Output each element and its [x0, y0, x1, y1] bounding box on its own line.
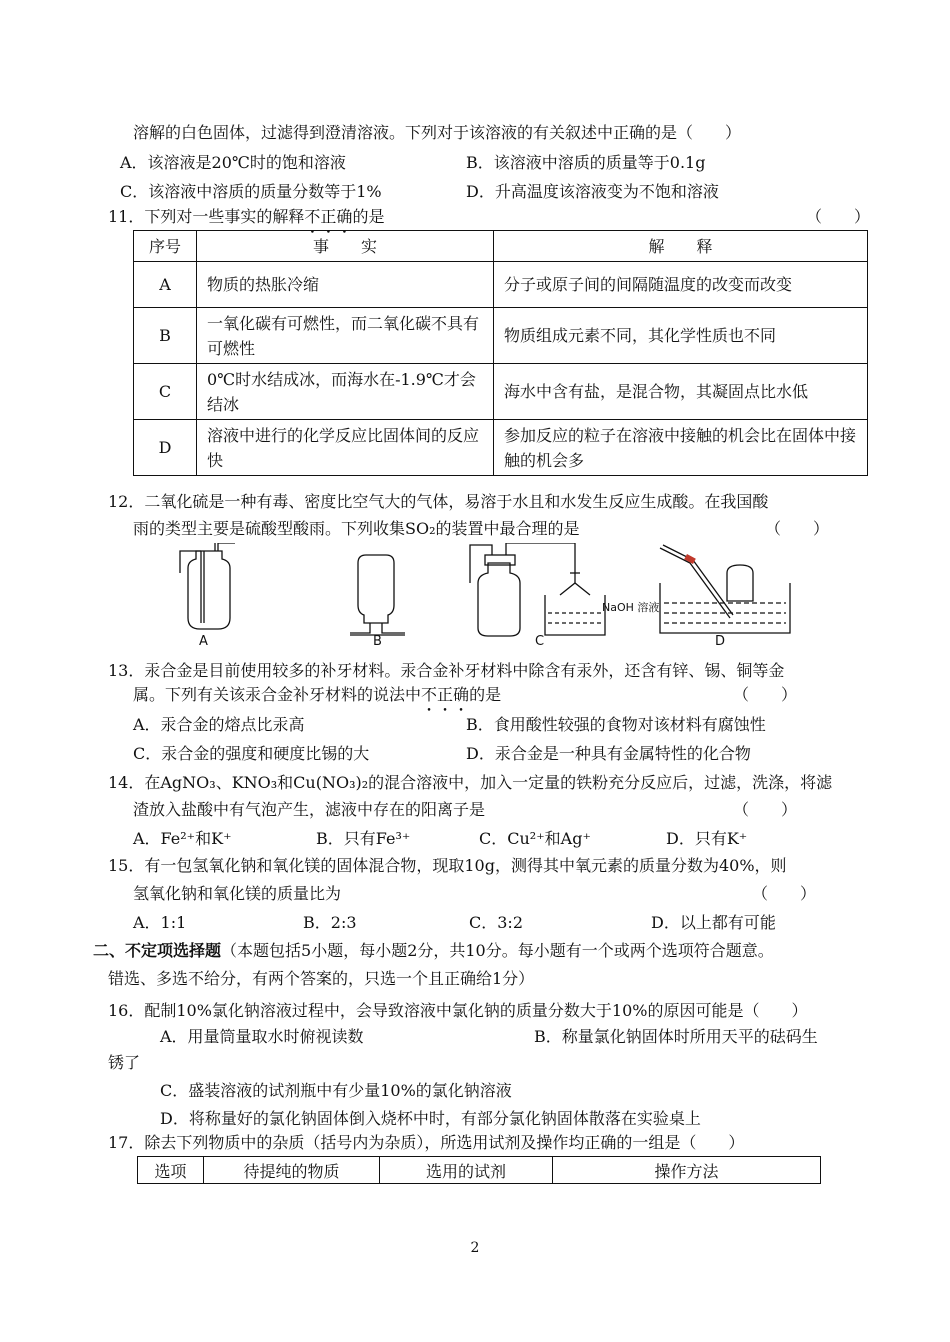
q13-line2	[133, 682, 501, 705]
label-a: A	[199, 634, 208, 648]
q15-line1: 15．有一包氢氧化钠和氧化镁的固体混合物，现取10g，测得其中氧元素的质量分数为40%，则	[108, 856, 787, 875]
q11-answer-bracket: （ ）	[806, 207, 871, 226]
q13-option-d: D．汞合金是一种具有金属特性的化合物	[466, 744, 751, 763]
row-id: D	[134, 420, 197, 476]
q16-option-b-cont: 锈了	[108, 1053, 141, 1072]
q13-line2-before: 属。下列有关该汞合金补牙材料的说法中	[133, 685, 422, 704]
row-id: C	[134, 364, 197, 420]
apparatus-c	[470, 543, 605, 636]
label-d: D	[715, 634, 726, 648]
q14-option-a: A．Fe²⁺和K⁺	[133, 829, 232, 848]
header-substance: 待提纯的物质	[204, 1157, 380, 1184]
q12-line2: 雨的类型主要是硫酸型酸雨。下列收集SO₂的装置中最合理的是	[133, 519, 580, 538]
q15-option-a: A．1:1	[133, 913, 187, 932]
q11-emphasis	[304, 207, 352, 226]
emphasis-char: 确	[336, 207, 353, 226]
q16-option-c: C．盛装溶液的试剂瓶中有少量10%的氯化钠溶液	[160, 1081, 512, 1100]
q14-line1: 14．在AgNO₃、KNO₃和Cu(NO₃)₂的混合溶液中，加入一定量的铁粉充分反应后，过滤，洗涤，将滤	[108, 773, 833, 792]
q13-option-a: A．汞合金的熔点比汞高	[133, 715, 305, 734]
row-fact: 一氧化碳有可燃性，而二氧化碳不具有可燃性	[197, 308, 494, 364]
row-reason: 分子或原子间的间隔随温度的改变而改变	[494, 262, 868, 308]
q14-line2: 渣放入盐酸中有气泡产生，滤液中存在的阳离子是	[133, 800, 486, 819]
section2-title: 二、不定项选择题	[93, 941, 222, 960]
page-number: 2	[470, 1240, 480, 1256]
row-id: A	[134, 262, 197, 308]
header-option: 选项	[138, 1157, 204, 1184]
q17-stem: 17．除去下列物质中的杂质（括号内为杂质），所选用试剂及操作均正确的一组是（ ）	[108, 1133, 745, 1152]
emphasis-char: 确	[453, 685, 470, 704]
q13-option-c: C．汞合金的强度和硬度比锡的大	[133, 744, 370, 763]
emphasis-char: 不	[421, 685, 438, 704]
row-reason: 参加反应的粒子在溶液中接触的机会比在固体中接触的机会多	[494, 420, 868, 476]
q11-stem-after: 的是	[352, 207, 385, 226]
section2-desc1: （本题包括5小题，每小题2分，共10分。每小题有一个或两个选项符合题意。	[221, 941, 774, 960]
q14-option-b: B．只有Fe³⁺	[316, 829, 411, 848]
gas-collection-apparatus-figure	[160, 543, 800, 648]
row-fact: 物质的热胀冷缩	[197, 262, 494, 308]
q16-stem: 16．配制10%氯化钠溶液过程中，会导致溶液中氯化钠的质量分数大于10%的原因可能是（ ）	[108, 1001, 808, 1020]
table-row	[134, 420, 868, 476]
header-reason: 解 释	[494, 231, 868, 262]
naoh-label: NaOH 溶液	[602, 601, 660, 614]
apparatus-d	[660, 545, 790, 633]
q15-answer-bracket: （ ）	[752, 884, 817, 903]
q11-stem	[108, 204, 384, 227]
header-reagent: 选用的试剂	[380, 1157, 553, 1184]
q13-answer-bracket: （ ）	[733, 685, 798, 704]
q15-line2: 氢氧化钠和氧化镁的质量比为	[133, 884, 342, 903]
q13-line2-after: 的是	[469, 685, 502, 704]
table-row	[134, 262, 868, 308]
emphasis-char: 正	[320, 207, 337, 226]
q13-option-b: B．食用酸性较强的食物对该材料有腐蚀性	[466, 715, 766, 734]
row-id: B	[134, 308, 197, 364]
q16-option-d: D．将称量好的氯化钠固体倒入烧杯中时，有部分氯化钠固体散落在实验桌上	[160, 1109, 701, 1128]
q10-option-c: C．该溶液中溶质的质量分数等于1%	[120, 182, 382, 201]
q10-stem: 溶解的白色固体，过滤得到澄清溶液。下列对于该溶液的有关叙述中正确的是（ ）	[133, 123, 742, 142]
section2-heading	[93, 938, 774, 961]
header-fact: 事 实	[197, 231, 494, 262]
q10-option-d: D．升高温度该溶液变为不饱和溶液	[466, 182, 719, 201]
q15-option-b: B．2:3	[303, 913, 357, 932]
q14-option-d: D．只有K⁺	[666, 829, 748, 848]
header-number: 序号	[134, 231, 197, 262]
emphasis-char: 正	[437, 685, 454, 704]
q10-option-a: A．该溶液是20℃时的饱和溶液	[120, 153, 346, 172]
q13-emphasis	[421, 685, 469, 704]
q11-facts-table	[133, 230, 868, 476]
apparatus-b	[350, 555, 405, 635]
q16-option-a: A．用量筒量取水时俯视读数	[160, 1027, 364, 1046]
row-fact: 0℃时水结成冰，而海水在-1.9℃才会结冰	[197, 364, 494, 420]
row-reason: 物质组成元素不同，其化学性质也不同	[494, 308, 868, 364]
q13-line1: 13．汞合金是目前使用较多的补牙材料。汞合金补牙材料中除含有汞外，还含有锌、锡、铜等金	[108, 661, 785, 680]
q10-option-b: B．该溶液中溶质的质量等于0.1g	[466, 153, 706, 172]
row-reason: 海水中含有盐，是混合物，其凝固点比水低	[494, 364, 868, 420]
emphasis-char: 不	[304, 207, 321, 226]
table-header-row	[138, 1157, 821, 1184]
q17-table	[137, 1156, 821, 1184]
q16-option-b: B．称量氯化钠固体时所用天平的砝码生	[534, 1027, 818, 1046]
q11-stem-before: 下列对一些事实的解释	[144, 207, 305, 226]
q14-answer-bracket: （ ）	[733, 800, 798, 819]
q14-option-c: C．Cu²⁺和Ag⁺	[479, 829, 591, 848]
q12-answer-bracket: （ ）	[765, 519, 830, 538]
q12-line1: 12．二氧化硫是一种有毒、密度比空气大的气体，易溶于水且和水发生反应生成酸。在我国酸	[108, 492, 769, 511]
section2-desc2: 错选、多选不给分，有两个答案的，只选一个且正确给1分）	[108, 969, 535, 988]
table-header-row	[134, 231, 868, 262]
label-c: C	[535, 634, 545, 648]
label-b: B	[373, 634, 382, 648]
table-row	[134, 308, 868, 364]
table-row	[134, 364, 868, 420]
q11-number: 11．	[108, 207, 145, 226]
q15-option-d: D．以上都有可能	[651, 913, 776, 932]
q15-option-c: C．3:2	[469, 913, 523, 932]
row-fact: 溶液中进行的化学反应比固体间的反应快	[197, 420, 494, 476]
header-method: 操作方法	[553, 1157, 821, 1184]
apparatus-a	[180, 543, 235, 629]
